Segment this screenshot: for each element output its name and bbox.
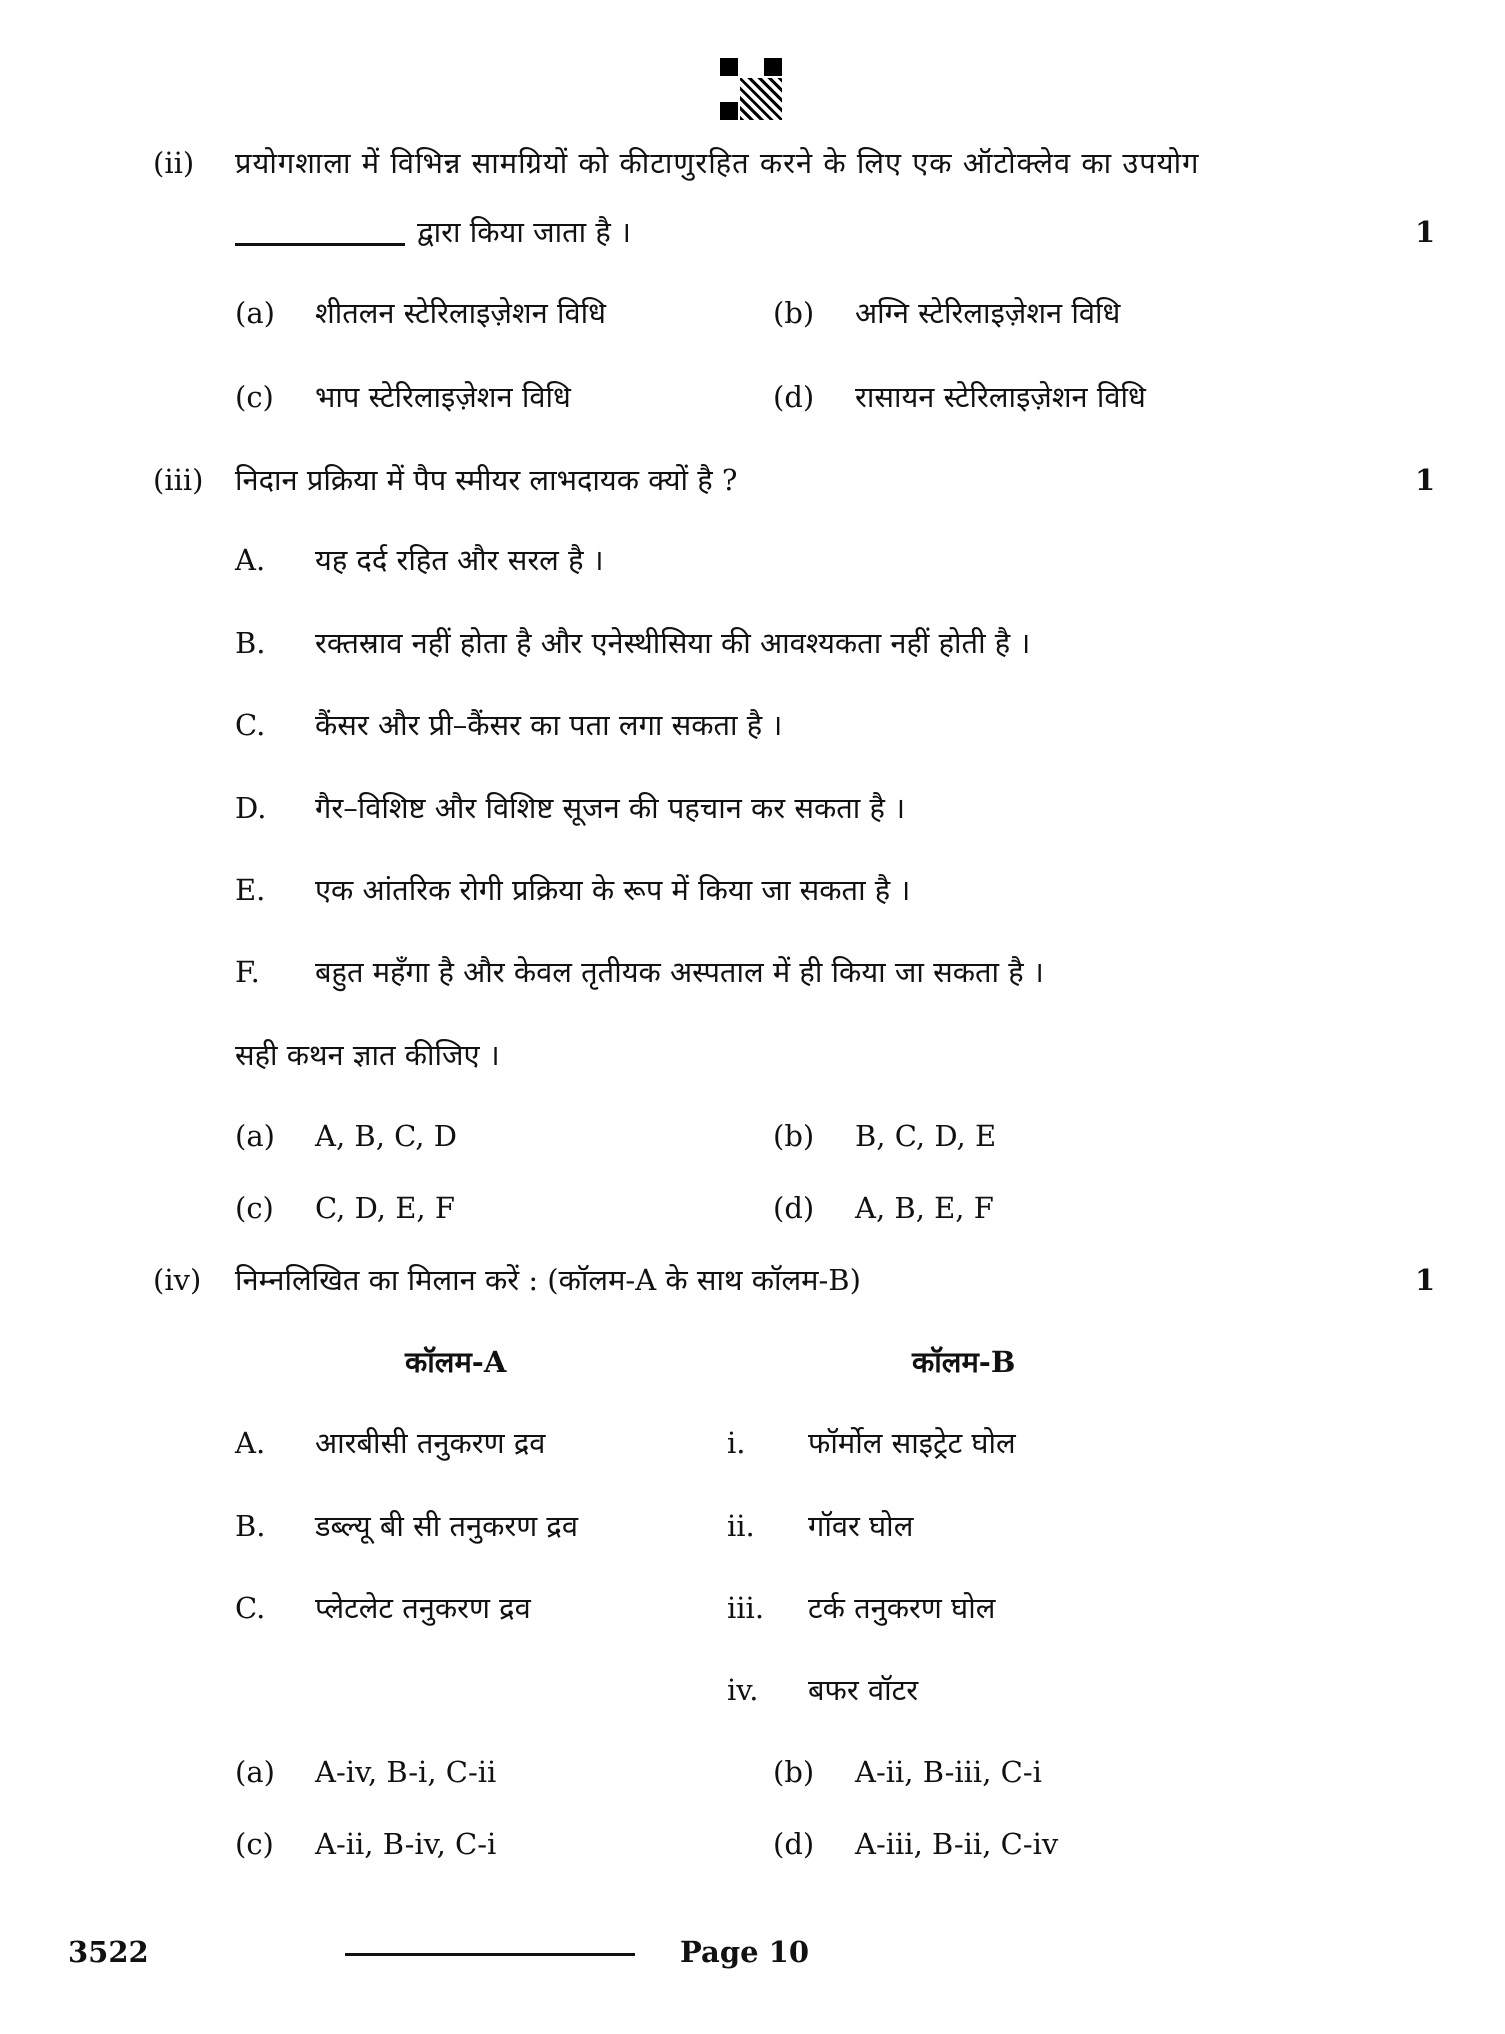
option-text: A-iii, B-ii, C-iv bbox=[855, 1827, 1059, 1861]
col-b-label: i. bbox=[727, 1426, 746, 1460]
option-text: A-ii, B-iv, C-i bbox=[315, 1827, 497, 1861]
statement-text: कैंसर और प्री–कैंसर का पता लगा सकता है । bbox=[315, 708, 783, 742]
statement-label: B. bbox=[235, 626, 266, 660]
col-a-text: डब्ल्यू बी सी तनुकरण द्रव bbox=[315, 1509, 578, 1543]
option-label: (c) bbox=[235, 1191, 274, 1225]
option-label: (a) bbox=[235, 296, 275, 330]
statement-text: बहुत महँगा है और केवल तृतीयक अस्पताल में ही किया जा सकता है । bbox=[315, 955, 1044, 989]
paper-code: 3522 bbox=[68, 1935, 149, 1969]
column-b-heading: कॉलम-B bbox=[912, 1345, 1016, 1379]
statement-text: गैर–विशिष्ट और विशिष्ट सूजन की पहचान कर सकता है । bbox=[315, 791, 906, 825]
statement-text: यह दर्द रहित और सरल है । bbox=[315, 543, 604, 577]
option-label: (b) bbox=[773, 1119, 815, 1153]
col-a-label: C. bbox=[235, 1591, 266, 1625]
col-a-text: आरबीसी तनुकरण द्रव bbox=[315, 1426, 546, 1460]
statement-label: D. bbox=[235, 791, 267, 825]
question-text-line2 bbox=[235, 212, 631, 252]
option-text: अग्नि स्टेरिलाइज़ेशन विधि bbox=[855, 296, 1121, 330]
option-label: (d) bbox=[773, 1191, 815, 1225]
option-text: रासायन स्टेरिलाइज़ेशन विधि bbox=[855, 380, 1146, 414]
option-label: (c) bbox=[235, 380, 274, 414]
option-text: भाप स्टेरिलाइज़ेशन विधि bbox=[315, 380, 571, 414]
column-a-heading: कॉलम-A bbox=[405, 1345, 507, 1379]
statement-text: एक आंतरिक रोगी प्रक्रिया के रूप में किया जा सकता है । bbox=[315, 873, 911, 907]
question-number: (ii) bbox=[153, 146, 195, 180]
instruction: सही कथन ज्ञात कीजिए । bbox=[235, 1038, 500, 1072]
qr-code bbox=[720, 58, 782, 120]
option-label: (a) bbox=[235, 1755, 275, 1789]
footer-rule bbox=[345, 1953, 635, 1956]
option-text: A, B, C, D bbox=[315, 1119, 457, 1153]
question-text: प्रयोगशाला में विभिन्न सामग्रियों को कीटाणुरहित करने के लिए एक ऑटोक्लेव का उपयोग bbox=[235, 146, 1200, 180]
marks: 1 bbox=[1415, 463, 1436, 497]
col-a-label: B. bbox=[235, 1509, 266, 1543]
option-label: (c) bbox=[235, 1827, 274, 1861]
col-b-label: iv. bbox=[727, 1673, 759, 1707]
option-label: (a) bbox=[235, 1119, 275, 1153]
option-text: C, D, E, F bbox=[315, 1191, 455, 1225]
option-text: B, C, D, E bbox=[855, 1119, 997, 1153]
col-b-text: फॉर्मोल साइट्रेट घोल bbox=[808, 1426, 1016, 1460]
option-label: (d) bbox=[773, 380, 815, 414]
col-a-label: A. bbox=[235, 1426, 266, 1460]
question-number: (iii) bbox=[153, 463, 204, 497]
option-text: A-iv, B-i, C-ii bbox=[315, 1755, 497, 1789]
statement-text: रक्तस्राव नहीं होता है और एनेस्थीसिया की आवश्यकता नहीं होती है । bbox=[315, 626, 1031, 660]
option-text: A-ii, B-iii, C-i bbox=[855, 1755, 1042, 1789]
option-text: A, B, E, F bbox=[855, 1191, 994, 1225]
marks: 1 bbox=[1415, 1263, 1436, 1297]
marks: 1 bbox=[1415, 215, 1436, 249]
col-b-text: गॉवर घोल bbox=[808, 1509, 914, 1543]
col-a-text: प्लेटलेट तनुकरण द्रव bbox=[315, 1591, 531, 1625]
option-label: (d) bbox=[773, 1827, 815, 1861]
option-label: (b) bbox=[773, 296, 815, 330]
col-b-text: टर्क तनुकरण घोल bbox=[808, 1591, 996, 1625]
question-text: निम्नलिखित का मिलान करें : (कॉलम-A के साथ कॉलम-B) bbox=[235, 1263, 861, 1297]
col-b-text: बफर वॉटर bbox=[808, 1673, 919, 1707]
question-number: (iv) bbox=[153, 1263, 202, 1297]
statement-label: C. bbox=[235, 708, 266, 742]
col-b-label: iii. bbox=[727, 1591, 765, 1625]
col-b-label: ii. bbox=[727, 1509, 755, 1543]
statement-label: F. bbox=[235, 955, 260, 989]
option-label: (b) bbox=[773, 1755, 815, 1789]
statement-label: E. bbox=[235, 873, 266, 907]
answer-blank bbox=[235, 243, 405, 246]
statement-label: A. bbox=[235, 543, 266, 577]
question-text: निदान प्रक्रिया में पैप स्मीयर लाभदायक क्यों है ? bbox=[235, 463, 738, 497]
question-text-cont: द्वारा किया जाता है । bbox=[417, 215, 632, 249]
page-number: Page 10 bbox=[680, 1935, 809, 1969]
option-text: शीतलन स्टेरिलाइज़ेशन विधि bbox=[315, 296, 606, 330]
